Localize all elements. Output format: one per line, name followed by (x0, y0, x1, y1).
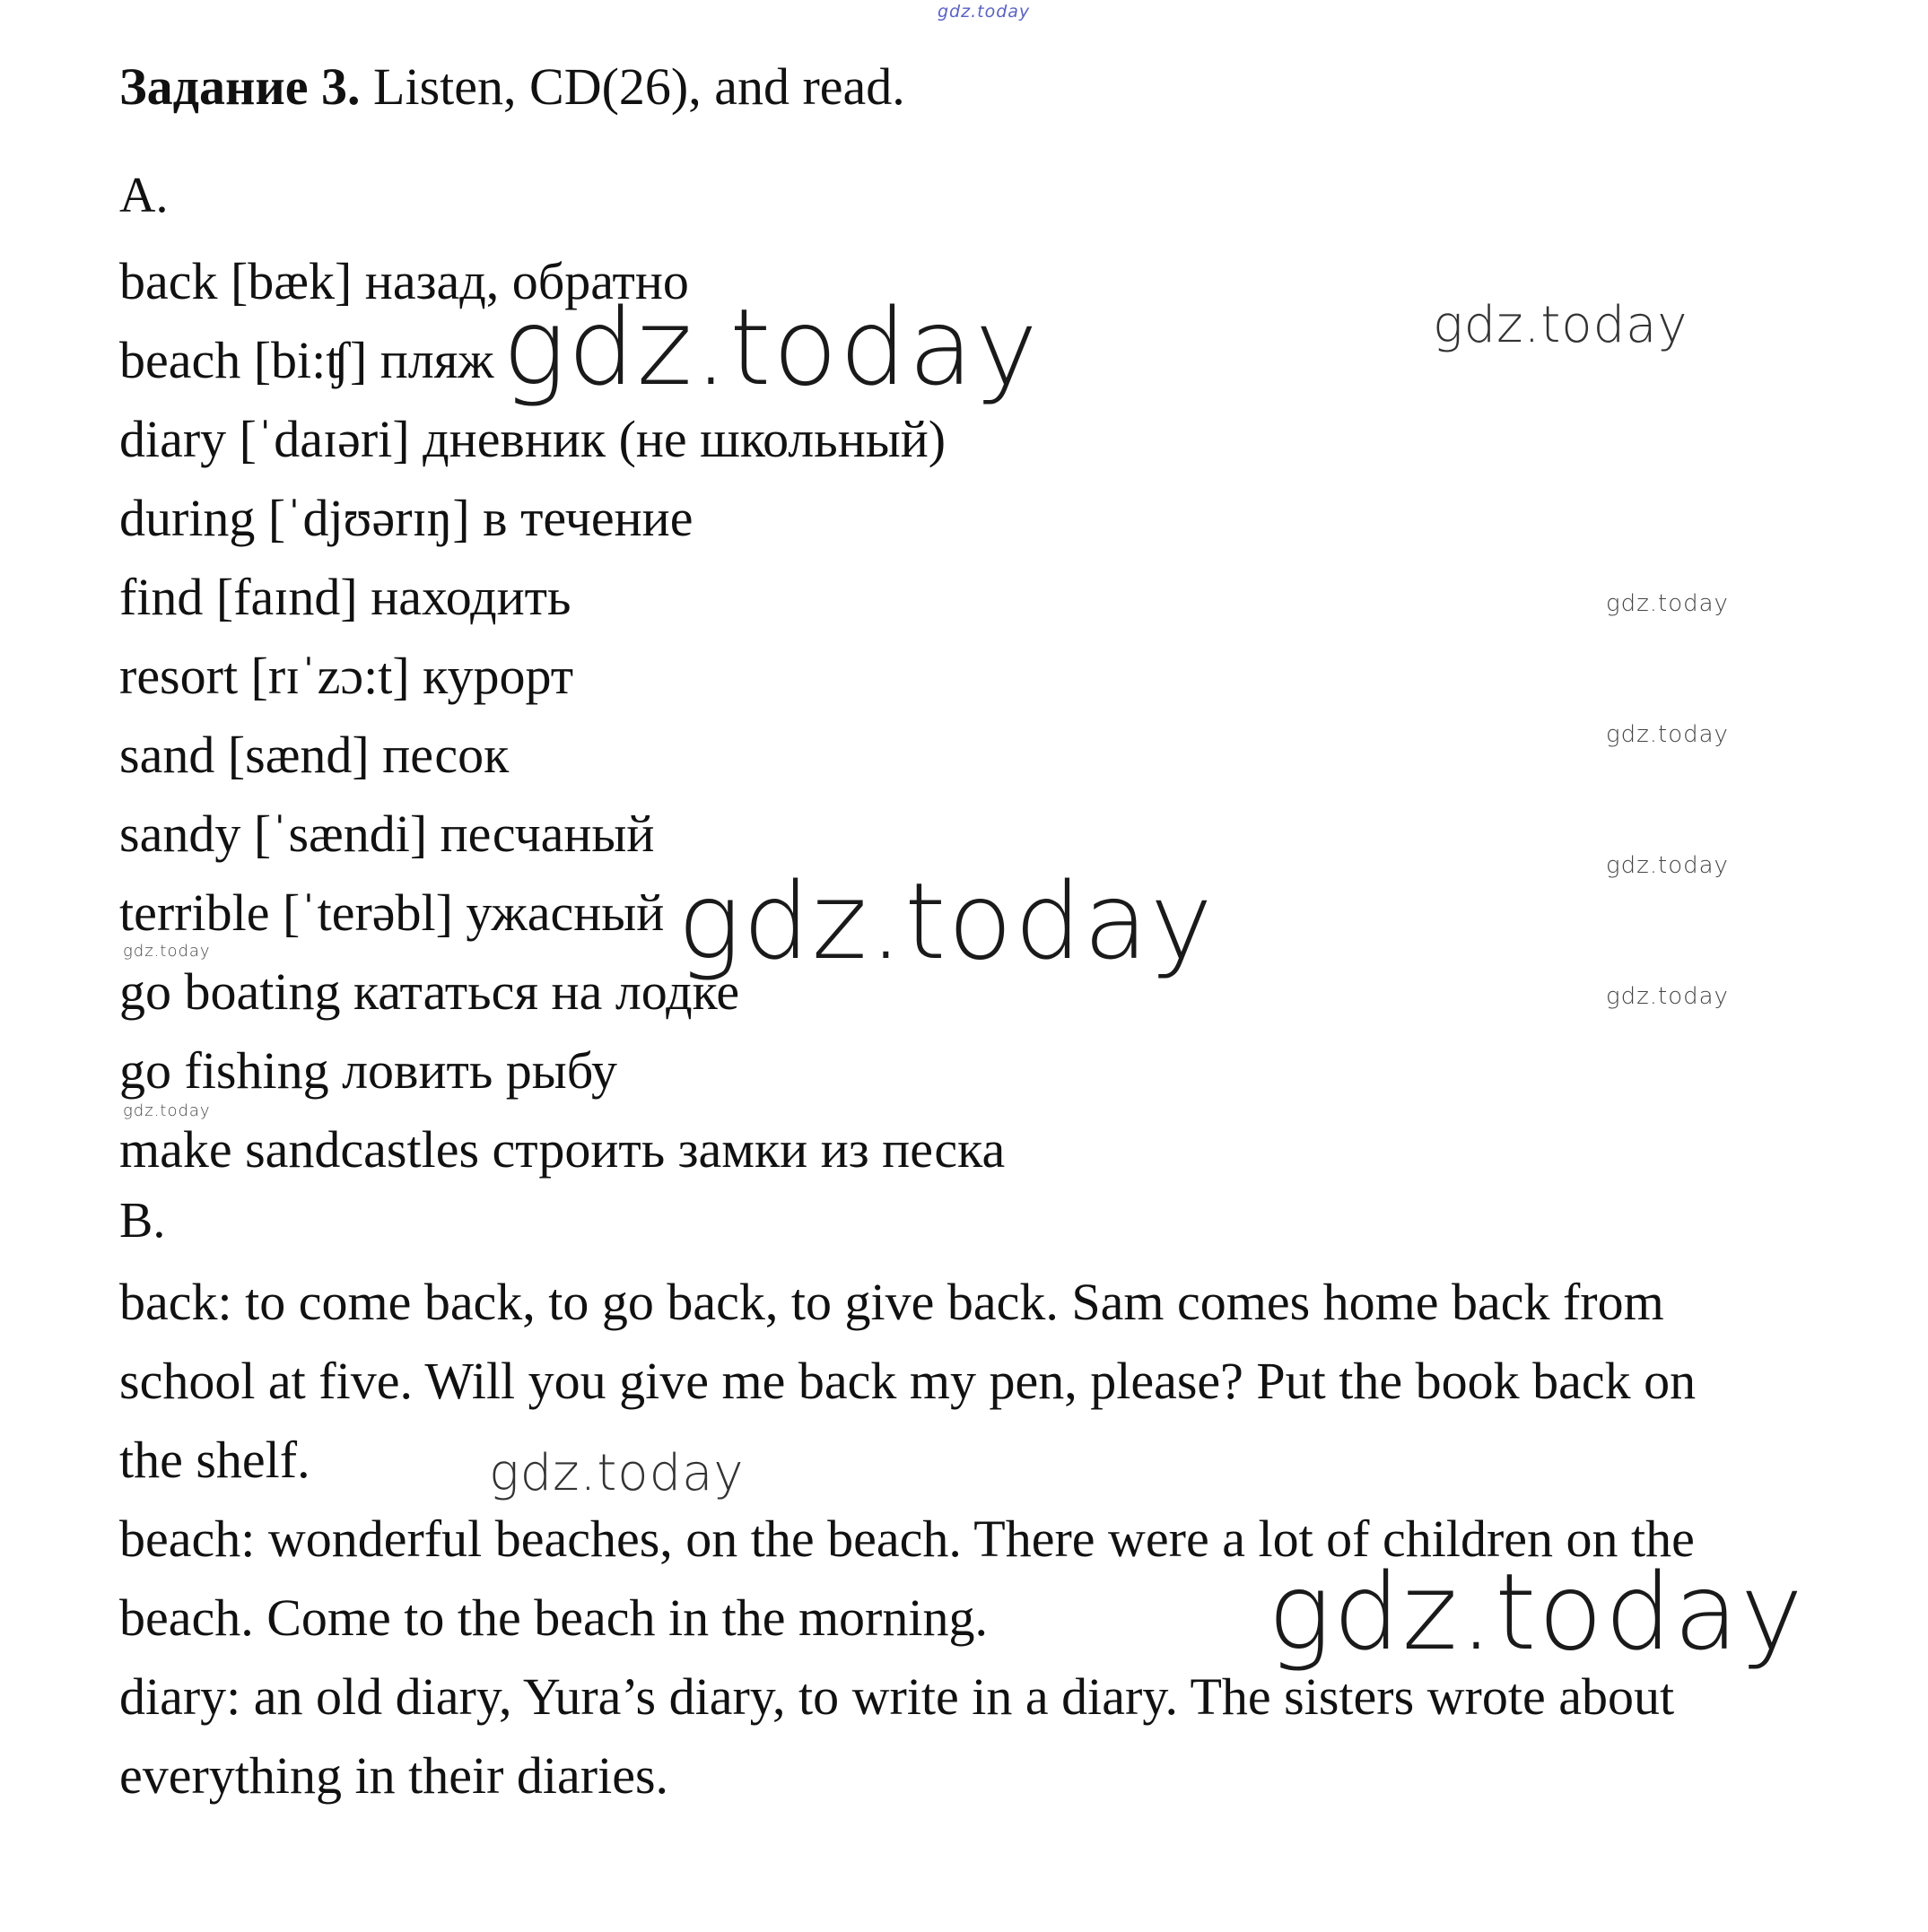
vocab-entry: find [faɪnd] находить (119, 568, 571, 626)
vocab-entry: terrible [ˈterəbl] ужасный (119, 883, 665, 942)
watermark: gdz.today (1606, 852, 1729, 879)
example-paragraph: diary: an old diary, Yura’s diary, to write in a diary. The sisters wrote about everything in their diaries. (119, 1667, 1675, 1805)
vocab-entry: beach [bi:ʧ] пляж (119, 331, 494, 389)
vocab-entry: go fishing ловить рыбу (119, 1041, 618, 1100)
vocab-entry: sand [sænd] песок (119, 726, 510, 784)
watermark: gdz.today (123, 1101, 211, 1120)
watermark: gdz.today (123, 942, 211, 961)
watermark: gdz.today (938, 2, 1031, 22)
vocab-entry: go boating кататься на лодке (119, 962, 740, 1021)
task-label: Задание 3. (119, 57, 361, 116)
vocab-entry: sandy [ˈsændi] песчаный (119, 805, 655, 863)
watermark: gdz.today (502, 285, 1040, 409)
watermark: gdz.today (489, 1444, 745, 1502)
watermark: gdz.today (1268, 1550, 1805, 1674)
watermark: gdz.today (1606, 721, 1729, 748)
task-title (119, 56, 905, 118)
vocab-entry: during [ˈdjʊərɪŋ] в течение (119, 489, 694, 547)
example-paragraphs (119, 1263, 1761, 1815)
vocab-entry: resort [rɪˈzɔ:t] курорт (119, 647, 574, 705)
task-instruction: Listen, CD(26), and read. (360, 57, 905, 116)
vocab-entry: diary [ˈdaɪəri] дневник (не школьный) (119, 410, 947, 468)
vocab-entry: back [bæk] назад, обратно (119, 252, 689, 310)
vocab-entry: make sandcastles строить замки из песка (119, 1120, 1006, 1179)
watermark: gdz.today (677, 859, 1215, 983)
watermark: gdz.today (1433, 296, 1688, 354)
example-paragraph: back: to come back, to go back, to give back. Sam comes home back from school at five. Will you give me back my pen, please? Put the book back on the shelf. (119, 1273, 1697, 1489)
watermark: gdz.today (1606, 983, 1729, 1010)
section-a-label: A. (119, 168, 169, 223)
watermark: gdz.today (1606, 590, 1729, 617)
example-paragraph: beach: wonderful beaches, on the beach. There were a lot of children on the beach. Come to the beach in the morning. (119, 1510, 1695, 1647)
section-b-label: B. (119, 1193, 166, 1249)
